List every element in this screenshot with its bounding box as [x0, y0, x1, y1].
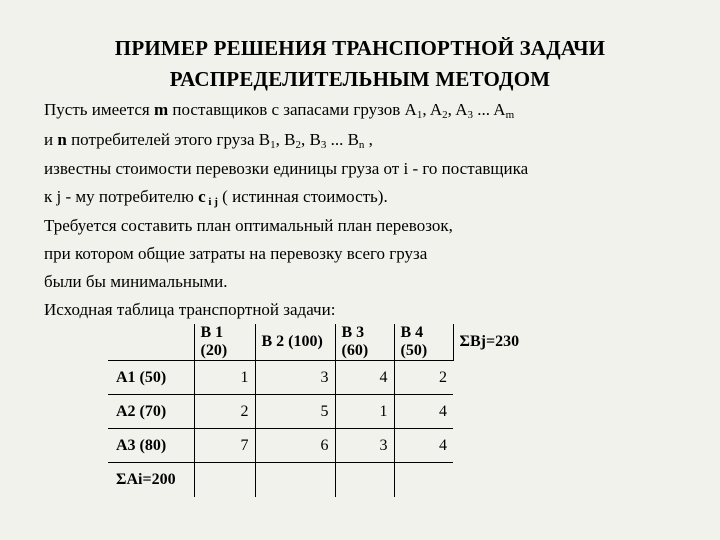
header-b1: B 1 (20) [194, 324, 255, 361]
table-cell: 1 [335, 395, 394, 429]
text-line-5: Требуется составить план оптимальный план перевозок, [44, 216, 453, 235]
text-line-4: к j - му потребителю c $_{i j}$ ( истинная стоимость). [44, 187, 388, 208]
table-corner-cell [108, 324, 194, 361]
text-line-8: Исходная таблица транспортной задачи: [44, 300, 336, 319]
text-line-6: при котором общие затраты на перевозку всего груза [44, 244, 428, 263]
table-cell: 4 [335, 361, 394, 395]
header-b2: B 2 (100) [255, 324, 335, 361]
row-label-a3: A3 (80) [108, 429, 194, 463]
table-cell [394, 463, 453, 497]
table-cell: 5 [255, 395, 335, 429]
text-line-2: и n потребителей этого груза $B_1$, $B_2$, $B_3$ ... $B_n$ , [44, 130, 373, 151]
table-cell: 3 [335, 429, 394, 463]
table-row [108, 361, 527, 395]
table-cell: 4 [394, 395, 453, 429]
table-cell: 3 [255, 361, 335, 395]
transport-table [108, 324, 527, 497]
table-cell [335, 463, 394, 497]
text-line-7: были бы минимальными. [44, 272, 228, 291]
table-cell: 4 [394, 429, 453, 463]
table-cell [255, 463, 335, 497]
table-cell: 7 [194, 429, 255, 463]
header-b3: B 3 (60) [335, 324, 394, 361]
title-line-1: ПРИМЕР РЕШЕНИЯ ТРАНСПОРТНОЙ ЗАДАЧИ [114, 36, 606, 60]
row-label-a1: A1 (50) [108, 361, 194, 395]
table-cell [194, 463, 255, 497]
title-line-2: РАСПРЕДЕЛИТЕЛЬНЫМ МЕТОДОМ [169, 67, 551, 91]
table-cell: 1 [194, 361, 255, 395]
text-line-3: известны стоимости перевозки единицы груза от i - го поставщика [44, 159, 529, 178]
row-label-sum-a: ΣAi=200 [108, 463, 194, 497]
table-cell: 6 [255, 429, 335, 463]
table-header-row [108, 324, 527, 361]
text-line-1: Пусть имеется m поставщиков с запасами грузов $A_1$, $A_2$, $A_3$ ... $A_m$ [44, 100, 515, 121]
table-row [108, 463, 527, 497]
row-label-a2: A2 (70) [108, 395, 194, 429]
table-row [108, 429, 527, 463]
header-b4: B 4 (50) [394, 324, 453, 361]
header-sum-b: ΣBj=230 [453, 324, 527, 361]
table-row [108, 395, 527, 429]
table-cell: 2 [394, 361, 453, 395]
table-cell: 2 [194, 395, 255, 429]
